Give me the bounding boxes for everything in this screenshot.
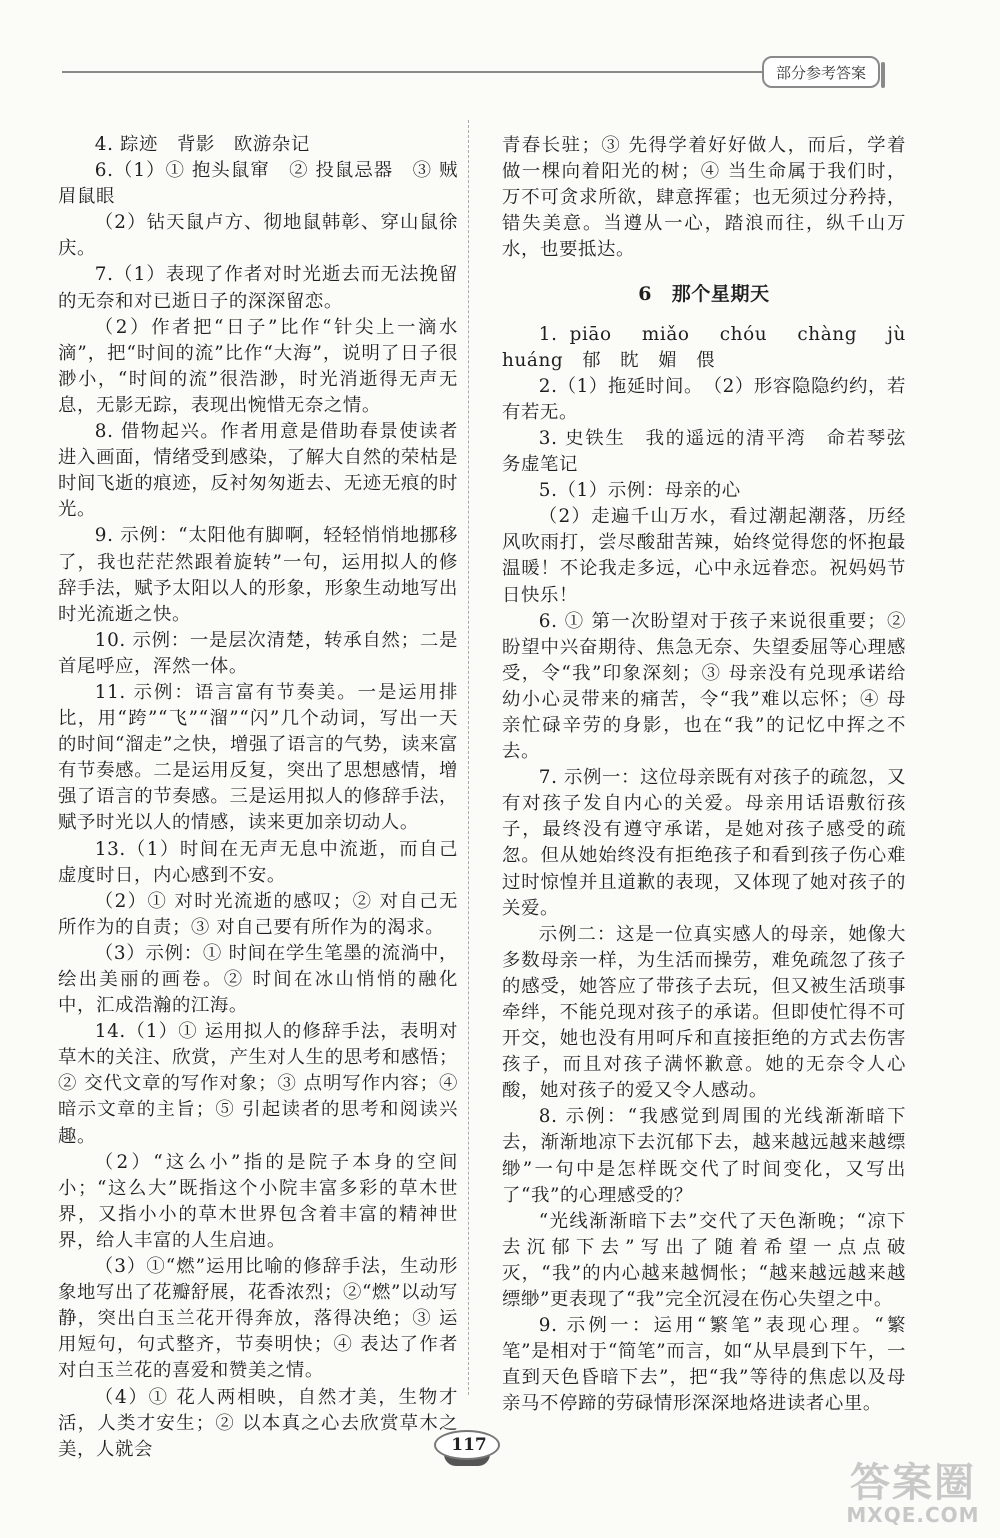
- answer-paragraph: 1. piāo miǎo chóu chàng jù huáng 郁 眈 媚 偎: [502, 323, 925, 371]
- right-column-answers: [502, 322, 925, 1418]
- answer-paragraph: （2）走遍千山万水，看过潮起潮落，历经风吹雨打，尝尽酸甜苦辣，始终觉得您的怀抱最温暖！不论我走多远，心中永远眷恋。祝妈妈节日快乐！: [502, 506, 906, 606]
- answer-paragraph: 7. 示例一：这位母亲既有对孩子的疏忽，又有对孩子发自内心的关爱。母亲用话语敷衍孩子，最终没有遵守承诺，是她对孩子感受的疏忽。但从她始终没有拒绝孩子和看到孩子伤心难过时惊惶并且道歉的表现，又体现了她对孩子的关爱。: [502, 767, 906, 919]
- answer-paragraph: 6. ① 第一次盼望对于孩子来说很重要；② 盼望中兴奋期待、焦急无奈、失望委屈等心理感受，令“我”印象深刻；③ 母亲没有兑现承诺给幼小心灵带来的痛苦，令“我”难以忘怀；④ 母亲忙碌辛劳的身影，也在“我”的记忆中挥之不去。: [502, 610, 906, 763]
- page-number: 117: [451, 1435, 487, 1455]
- right-column-continuation: [502, 133, 906, 263]
- answer-paragraph: 6.（1）① 抱头鼠窜 ② 投鼠忌器 ③ 贼眉鼠眼: [58, 160, 458, 208]
- column-divider: [468, 120, 469, 1395]
- header-section-label: [762, 56, 880, 88]
- header-rule: [62, 71, 762, 73]
- answer-paragraph: （2）作者把“日子”比作“针尖上一滴水滴”，把“时间的流”比作“大海”，说明了日子很渺小，“时间的流”很浩渺，时光消逝得无声无息，无影无踪，表现出惋惜无奈之情。: [58, 316, 458, 416]
- answer-paragraph: （4）① 花人两相映，自然才美，生物才活，人类才安生；② 以本真之心去欣赏草木之美，人就会: [58, 1386, 458, 1460]
- answer-paragraph: 示例二：这是一位真实感人的母亲，她像大多数母亲一样，为生活而操劳，难免疏忽了孩子的感受，她答应了带孩子去玩，但又被生活琐事牵绊，不能兑现对孩子的承诺。但即使忙得不可开交，她也没有用呵斥和直接拒绝的方式去伤害孩子，而且对孩子满怀歉意。她的无奈令人心酸，她对孩子的爱又令人感动。: [502, 923, 906, 1102]
- left-column: [58, 132, 458, 1463]
- answer-paragraph: （3）示例：① 时间在学生笔墨的流淌中，绘出美丽的画卷。② 时间在冰山悄悄的融化中，汇成浩瀚的江海。: [58, 942, 458, 1017]
- answer-paragraph: 3. 史铁生 我的遥远的清平湾 命若琴弦 务虚笔记: [502, 427, 925, 476]
- answer-paragraph: 7.（1）表现了作者对时光逝去而无法挽留的无奈和对已逝日子的深深留恋。: [58, 264, 458, 312]
- watermark-line2: MXQE.COM: [846, 1503, 980, 1527]
- answer-paragraph: 11. 示例：语言富有节奏美。一是运用排比，用“跨”“飞”“溜”“闪”几个动词，写出一天的时间“溜走”之快，增强了语言的气势，读来富有节奏感。二是运用反复，突出了思想感情，增强了语言的节奏感。三是运用拟人的修辞手法，赋予时光以人的情感，读来更加亲切动人。: [58, 681, 458, 834]
- answer-paragraph: 14.（1）① 运用拟人的修辞手法，表明对草木的关注、欣赏，产生对人生的思考和感悟；② 交代文章的写作对象；③ 点明写作内容；④ 暗示文章的主旨；⑤ 引起读者的思考和阅读兴趣。: [58, 1021, 458, 1147]
- answer-paragraph: （3）①“燃”运用比喻的修辞手法，生动形象地写出了花瓣舒展，花香浓烈；②“燃”以动写静，突出白玉兰花开得奔放，落得决绝；③ 运用短句，句式整齐，节奏明快；④ 表达了作者对白玉兰花的喜爱和赞美之情。: [58, 1256, 458, 1382]
- answer-paragraph: 9. 示例：“太阳他有脚啊，轻轻悄悄地挪移了，我也茫茫然跟着旋转”一句，运用拟人的修辞手法，赋予太阳以人的形象，形象生动地写出时光流逝之快。: [58, 525, 458, 625]
- answer-paragraph: 9. 示例一：运用“繁笔”表现心理。“繁笔”是相对于“简笔”而言，如“从早晨到下午，一直到天色昏暗下去”，把“我”等待的焦虑以及母亲马不停蹄的劳碌情形深深地烙进读者心里。: [502, 1315, 906, 1415]
- right-column: [502, 133, 925, 1418]
- answer-paragraph: “光线渐渐暗下去”交代了天色渐晚；“凉下去沉郁下去”写出了随着希望一点点破灭，“我”的内心越来越惆怅；“越来越远越来越缥缈”更表现了“我”完全沉浸在伤心失望之中。: [502, 1210, 906, 1311]
- answer-paragraph: （2）钻天鼠卢方、彻地鼠韩彰、穿山鼠徐庆。: [58, 212, 458, 260]
- answer-paragraph: 4. 踪迹 背影 欧游杂记: [94, 134, 310, 155]
- watermark-line1: 答案圈: [850, 1460, 976, 1506]
- answer-paragraph: 5.（1）示例：母亲的心: [538, 480, 741, 502]
- answer-paragraph: 8. 示例：“我感觉到周围的光线渐渐暗下去，渐渐地凉下去沉郁下去，越来越远越来越缥缈”一句中是怎样既交代了时间变化，又写出了“我”的心理感受的？: [502, 1106, 906, 1206]
- header-label-text: 部分参考答案: [775, 63, 866, 82]
- answer-paragraph: 10. 示例：一是层次清楚，转承自然；二是首尾呼应，浑然一体。: [58, 629, 458, 677]
- answer-paragraph: 8. 借物起兴。作者用意是借助春景使读者进入画面，情绪受到感染，了解大自然的荣枯是时间飞逝的痕迹，反衬匆匆逝去、无迹无痕的时光。: [58, 421, 458, 521]
- section-title: 6 那个星期天: [638, 283, 770, 306]
- answer-paragraph: 青春长驻；③ 先得学着好好做人，而后，学着做一棵向着阳光的树；④ 当生命属于我们时，万不可贪求所欲，肆意挥霍；也无须过分矜持，错失美意。当遵从一心，踏浪而往，纵千山万水，也要抵达。: [502, 135, 906, 261]
- page-number-badge: [434, 1428, 504, 1466]
- answer-paragraph: （2）① 对时光流逝的感叹；② 对自己无所作为的自责；③ 对自己要有所作为的渴求。: [58, 890, 458, 938]
- answer-paragraph: 2.（1）拖延时间。 （2）形容隐隐约约，若有若无。: [502, 375, 906, 423]
- watermark-logo: [838, 1462, 988, 1532]
- answer-paragraph: （2）“这么小”指的是院子本身的空间小；“这么大”既指这个小院丰富多彩的草木世界，又指小小的草木世界包含着丰富的精神世界，给人丰富的人生启迪。: [58, 1151, 458, 1251]
- answer-paragraph: 13.（1）时间在无声无息中流逝，而自己虚度时日，内心感到不安。: [58, 838, 458, 886]
